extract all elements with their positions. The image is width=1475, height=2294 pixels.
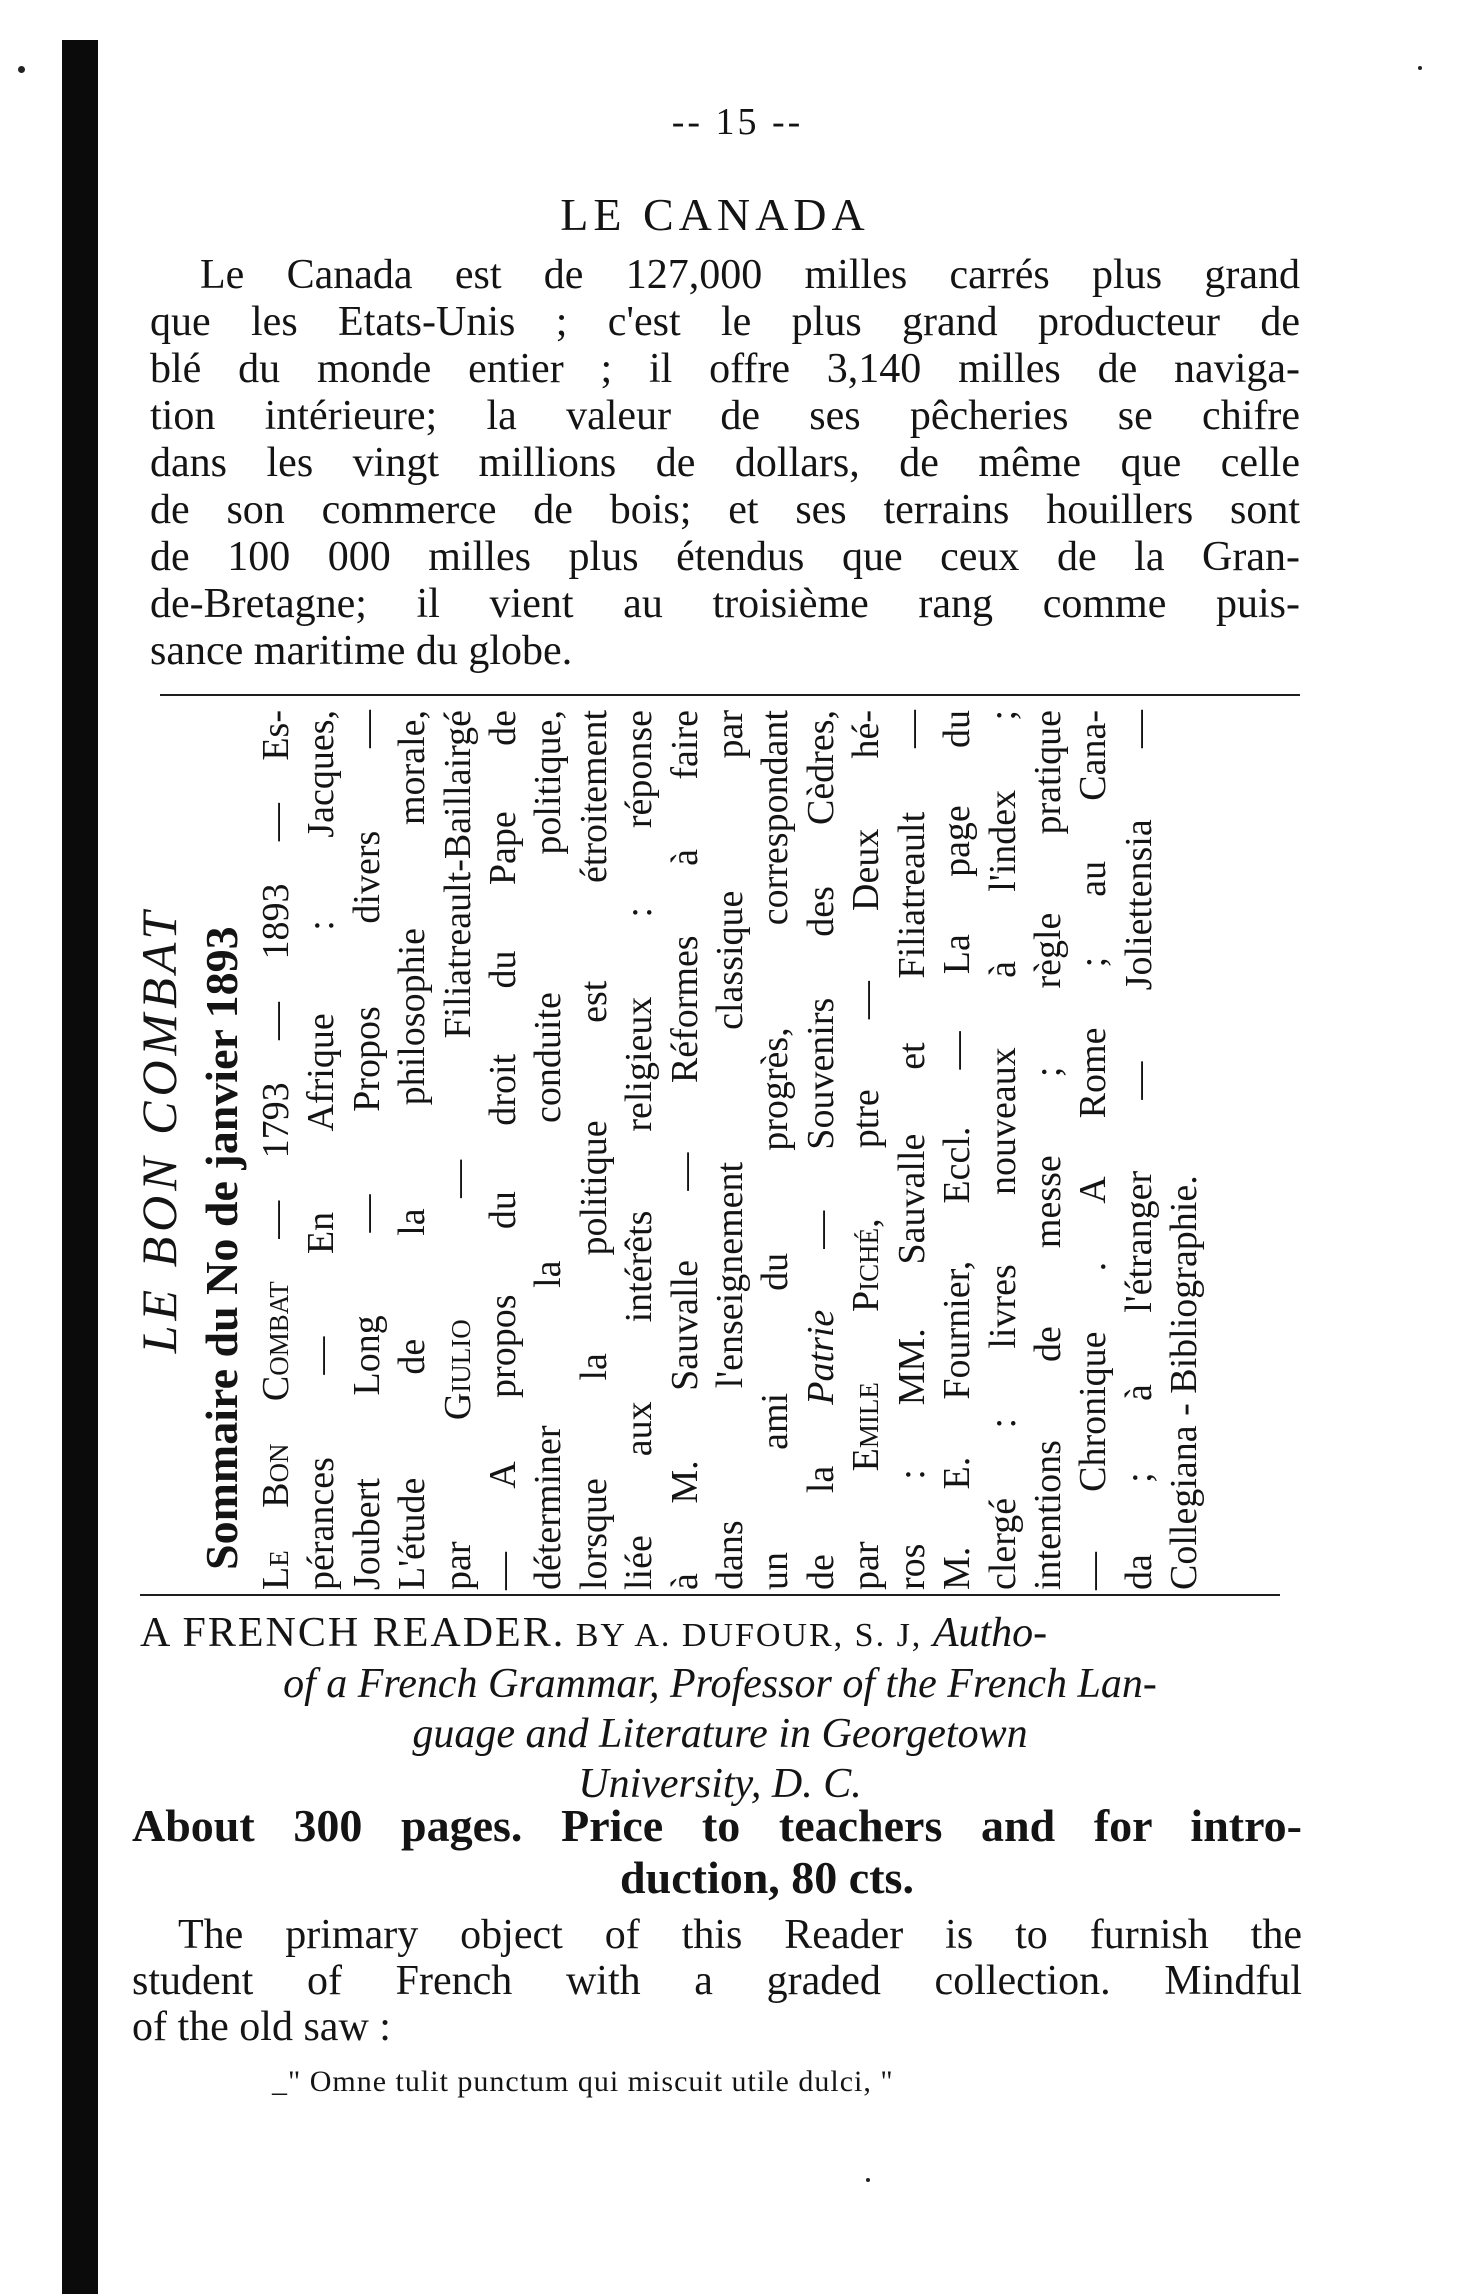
summary-text: — Souvenirs des Cèdres, xyxy=(799,710,842,1310)
reader-title: A FRENCH READER. xyxy=(140,1610,566,1656)
summary-line: liée aux intérêts religieux : réponse xyxy=(618,710,661,1590)
price-line: About 300 pages. Price to teachers and for intro- xyxy=(132,1800,1302,1851)
scan-speck xyxy=(1418,66,1422,70)
description-line: student of French with a graded collection. Mindful xyxy=(132,1958,1302,2004)
reader-author-desc: Autho- xyxy=(932,1610,1048,1656)
summary-text: — 1793 — 1893 — Es- xyxy=(255,710,297,1282)
canada-paragraph xyxy=(150,252,1300,675)
author-name: Emile Piché xyxy=(845,1227,888,1472)
summary-line: lorsque la politique est étroitement xyxy=(572,710,615,1590)
summary-line: — Chronique . A Rome ; au Cana- xyxy=(1072,710,1115,1590)
summary-line xyxy=(844,710,889,1590)
scan-margin-bar xyxy=(62,40,98,2294)
french-reader-advertisement xyxy=(140,1610,1300,1809)
summary-line: — A propos du droit du Pape de xyxy=(482,710,525,1590)
journal-name: Le Bon Combat xyxy=(255,1281,297,1590)
paragraph-line: de son commerce de bois; et ses terrains houillers sont xyxy=(150,487,1300,533)
summary-line: L'étude de la philosophie morale, xyxy=(391,710,434,1590)
paragraph-line: de-Bretagne; il vient au troisième rang comme puis- xyxy=(150,581,1300,627)
price-line: duction, 80 cts. xyxy=(620,1852,914,1903)
paragraph-line: blé du monde entier ; il offre 3,140 milles de naviga- xyxy=(150,346,1300,392)
summary-line: un ami du progrès, correspondant xyxy=(754,710,797,1590)
summary-line: Collegiana - Bibliographie. xyxy=(1163,1175,1206,1590)
scan-speck xyxy=(18,66,25,73)
summary-line: intentions de messe ; règle pratique xyxy=(1026,710,1069,1590)
summary-text: , ptre — Deux hé- xyxy=(845,710,888,1228)
summary-text: par xyxy=(436,1420,479,1590)
summary-line xyxy=(799,710,844,1590)
divider-rule xyxy=(140,1594,1280,1596)
reader-description xyxy=(132,1912,1302,2050)
paragraph-line: tion intérieure; la valeur de ses pêcheries se chifre xyxy=(150,393,1300,439)
reader-author-desc: of a French Grammar, Professor of the French Lan- xyxy=(283,1661,1157,1707)
summary-line: da ; à l'étranger — Joliettensia — xyxy=(1117,710,1160,1590)
summary-line: M. E. Fournier, Eccl. — La page du xyxy=(936,710,979,1590)
paragraph-line: sance maritime du globe. xyxy=(150,628,573,674)
divider-rule xyxy=(160,694,1300,696)
scan-speck xyxy=(866,2178,870,2182)
reader-author-desc: University, D. C. xyxy=(578,1761,862,1807)
bon-combat-subtitle: Sommaire du No de janvier 1893 xyxy=(196,926,247,1570)
reader-byline: BY A. DUFOUR, S. J, xyxy=(575,1617,923,1654)
latin-quote: _" Omne tulit punctum qui miscuit utile dulci, " xyxy=(272,2065,894,2098)
section-title-canada: LE CANADA xyxy=(560,189,870,240)
summary-line: à M. Sauvalle — Réformes à faire xyxy=(663,710,706,1590)
description-line: of the old saw : xyxy=(132,2004,391,2050)
page-number: -- 15 -- xyxy=(671,101,804,143)
paragraph-line: que les Etats-Unis ; c'est le plus grand producteur de xyxy=(150,299,1300,345)
summary-line: clergé : livres nouveaux à l'index ; xyxy=(981,710,1024,1590)
summary-line: dans l'enseignement classique par xyxy=(709,710,752,1590)
bon-combat-title: LE BON COMBAT xyxy=(131,906,187,1354)
paragraph-line: Le Canada est de 127,000 milles carrés plus grand xyxy=(200,252,1300,298)
summary-line xyxy=(436,710,481,1590)
paragraph-line: dans les vingt millions de dollars, de même que celle xyxy=(150,440,1300,486)
description-line: The primary object of this Reader is to furnish the xyxy=(178,1912,1302,1958)
reader-price xyxy=(132,1800,1302,1904)
summary-text: de la xyxy=(799,1404,842,1590)
bon-combat-advertisement xyxy=(128,710,1208,1590)
summary-line: pérances — En Afrique : Jacques, xyxy=(300,710,343,1590)
summary-text: — Filiatreault-Baillairgé xyxy=(436,710,479,1320)
summary-line: ros : MM. Sauvalle et Filiatreault — xyxy=(890,710,933,1590)
newspaper-name: Patrie xyxy=(799,1309,842,1405)
author-name: Giulio xyxy=(436,1319,479,1421)
paragraph-line: de 100 000 milles plus étendus que ceux de la Gran- xyxy=(150,534,1300,580)
reader-heading-line xyxy=(140,1610,1300,1659)
summary-text: par xyxy=(845,1471,888,1590)
summary-line: déterminer la conduite politique, xyxy=(527,710,570,1590)
summary-line: Joubert Long — Propos divers — xyxy=(345,710,388,1590)
reader-author-desc: guage and Literature in Georgetown xyxy=(412,1711,1028,1757)
summary-line xyxy=(254,710,299,1590)
